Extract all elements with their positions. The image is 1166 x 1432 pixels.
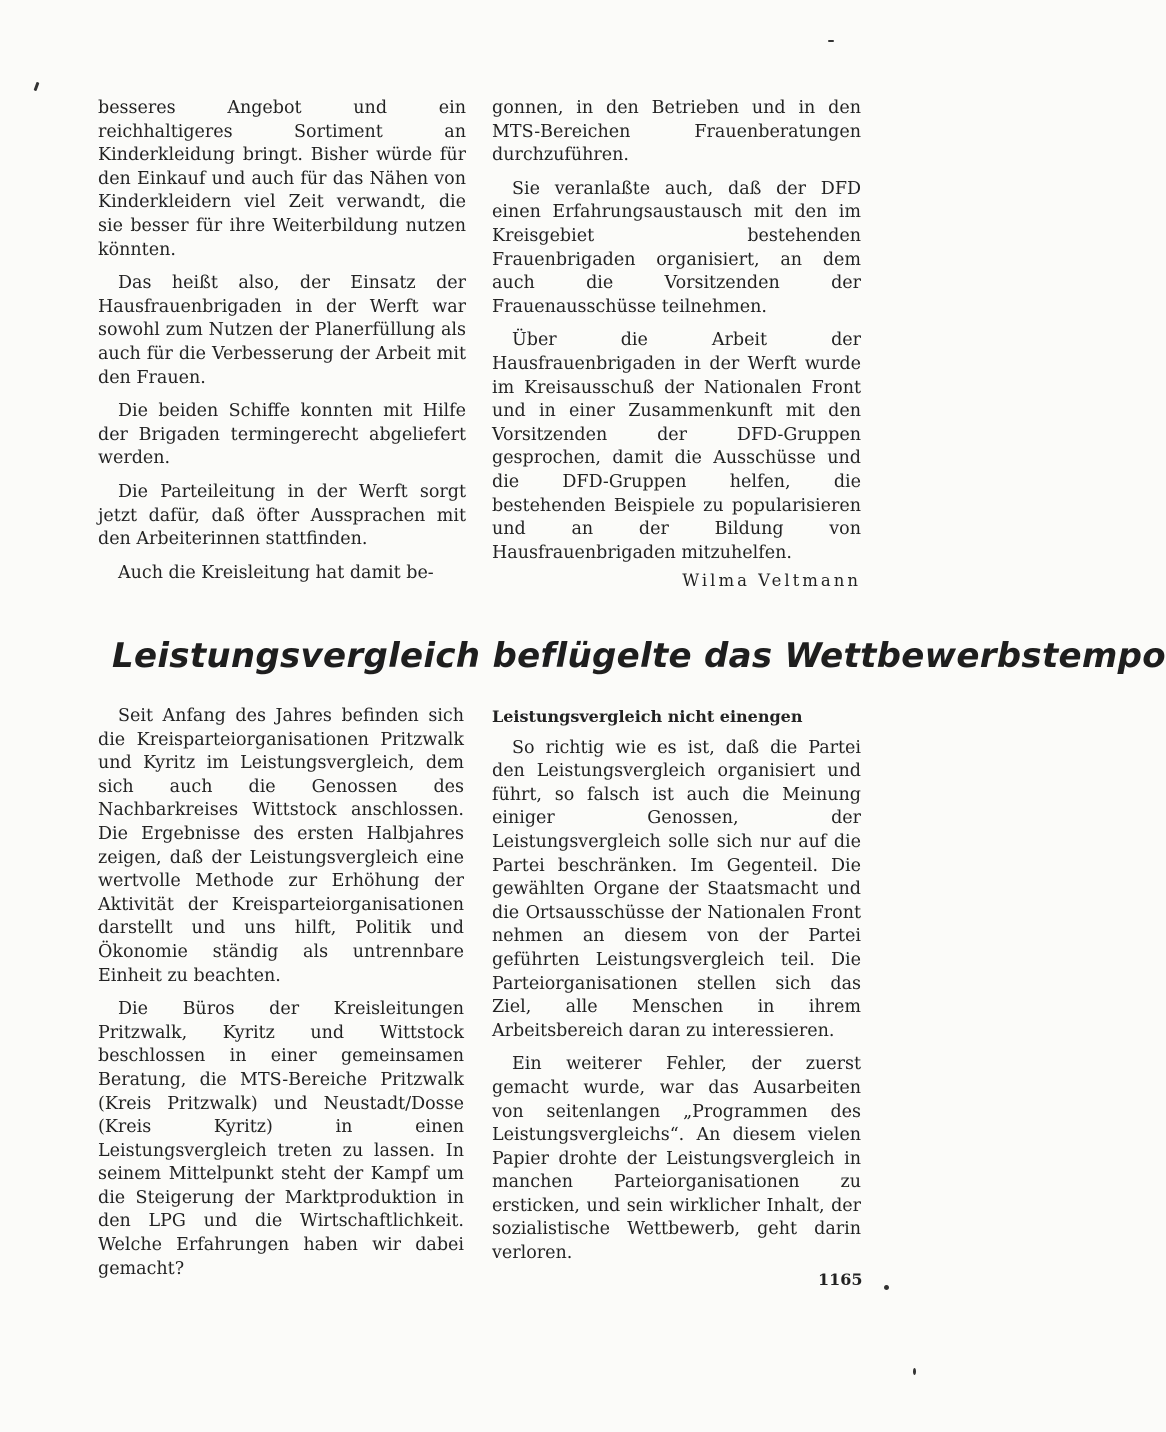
section-subheading: Leistungsvergleich nicht einengen <box>492 707 803 726</box>
article-headline: Leistungsvergleich beflügelte das Wettbewerbstempo <box>112 636 1166 676</box>
paragraph: Die beiden Schiffe konnten mit Hilfe der Brigaden termingerecht abgeliefert werden. <box>98 401 466 469</box>
paragraph: Sie veranlaßte auch, daß der DFD einen Erfahrungsaustausch mit den im Kreisgebiet bestehenden Frauenbrigaden organisiert, an dem auch die Vorsitzenden der Frauenausschüsse teilnehmen. <box>492 178 861 317</box>
top-right-column <box>492 97 861 593</box>
top-left-column <box>98 97 466 595</box>
paragraph: gonnen, in den Betrieben und in den MTS-Bereichen Frauenberatungen durchzuführen. <box>492 98 861 166</box>
scan-speck <box>34 82 40 91</box>
paragraph: Das heißt also, der Einsatz der Hausfrauenbrigaden in der Werft war sowohl zum Nutzen der Planerfüllung als auch für die Verbesserung der Arbeit mit den Frauen. <box>98 273 466 388</box>
author-signature: Wilma Veltmann <box>682 571 861 591</box>
bottom-left-column <box>98 705 464 1291</box>
paragraph: So richtig wie es ist, daß die Partei den Leistungsvergleich organisiert und führt, so falsch ist auch die Meinung einiger Genossen, der Leistungsvergleich solle sich nur auf die Partei beschränken. Im Gegenteil. Die gewählten Organe der Staatsmacht und die Ortsausschüsse der Nationalen Front nehmen an diesem von der Partei geführten Leistungsvergleich teil. Die Parteiorganisationen stellen sich das Ziel, alle Menschen in ihrem Arbeitsbereich daran zu interessieren. <box>492 737 861 1041</box>
paragraph: Die Büros der Kreisleitungen Pritzwalk, Kyritz und Wittstock beschlossen in einer gemeinsamen Beratung, die MTS-Bereiche Pritzwalk (Kreis Pritzwalk) und Neustadt/Dosse (Kreis Kyritz) in einen Leistungsvergleich treten zu lassen. In seinem Mittelpunkt steht der Kampf um die Steigerung der Marktproduktion in den LPG und die Wirtschaftlichkeit. Welche Erfahrungen haben wir dabei gemacht? <box>98 999 464 1279</box>
paragraph: Seit Anfang des Jahres befinden sich die Kreisparteiorganisationen Pritzwalk und Kyritz im Leistungsvergleich, dem sich auch die Genossen des Nachbarkreises Wittstock anschlossen. Die Ergebnisse des ersten Halbjahres zeigen, daß der Leistungsvergleich eine wertvolle Methode zur Erhöhung der Aktivität der Kreisparteiorganisationen darstellt und uns hilft, Politik und Ökonomie ständig als untrennbare Einheit zu beachten. <box>98 706 464 986</box>
scan-speck <box>828 40 834 42</box>
paragraph: Auch die Kreisleitung hat damit be- <box>118 562 434 583</box>
page-number: 1165 <box>818 1270 863 1289</box>
paragraph: Über die Arbeit der Hausfrauenbrigaden in der Werft wurde im Kreisausschuß der Nationalen Front und in einer Zusammenkunft mit den Vorsitzenden der DFD-Gruppen gesprochen, damit die Ausschüsse und die DFD-Gruppen helfen, die bestehenden Beispiele zu popularisieren und an der Bildung von Hausfrauenbrigaden mitzuhelfen. <box>492 330 861 563</box>
paragraph: Ein weiterer Fehler, der zuerst gemacht wurde, war das Ausarbeiten von seitenlangen „Programmen des Leistungsvergleichs“. An diesem vielen Papier drohte der Leistungsvergleich in manchen Parteiorganisationen zu ersticken, und sein wirklicher Inhalt, der sozialistische Wettbewerb, geht darin verloren. <box>492 1054 861 1264</box>
bottom-right-column <box>492 705 861 1276</box>
paragraph: Die Parteileitung in der Werft sorgt jetzt dafür, daß öfter Aussprachen mit den Arbeiterinnen stattfinden. <box>98 481 466 550</box>
scan-speck <box>884 1285 889 1290</box>
paragraph: besseres Angebot und ein reichhaltigeres Sortiment an Kinderkleidung bringt. Bisher würde für den Einkauf und auch für das Nähen von Kinderkleidern viel Zeit verwandt, die sie besser für ihre Weiterbildung nutzen könnten. <box>98 98 466 260</box>
scan-speck <box>913 1368 916 1375</box>
